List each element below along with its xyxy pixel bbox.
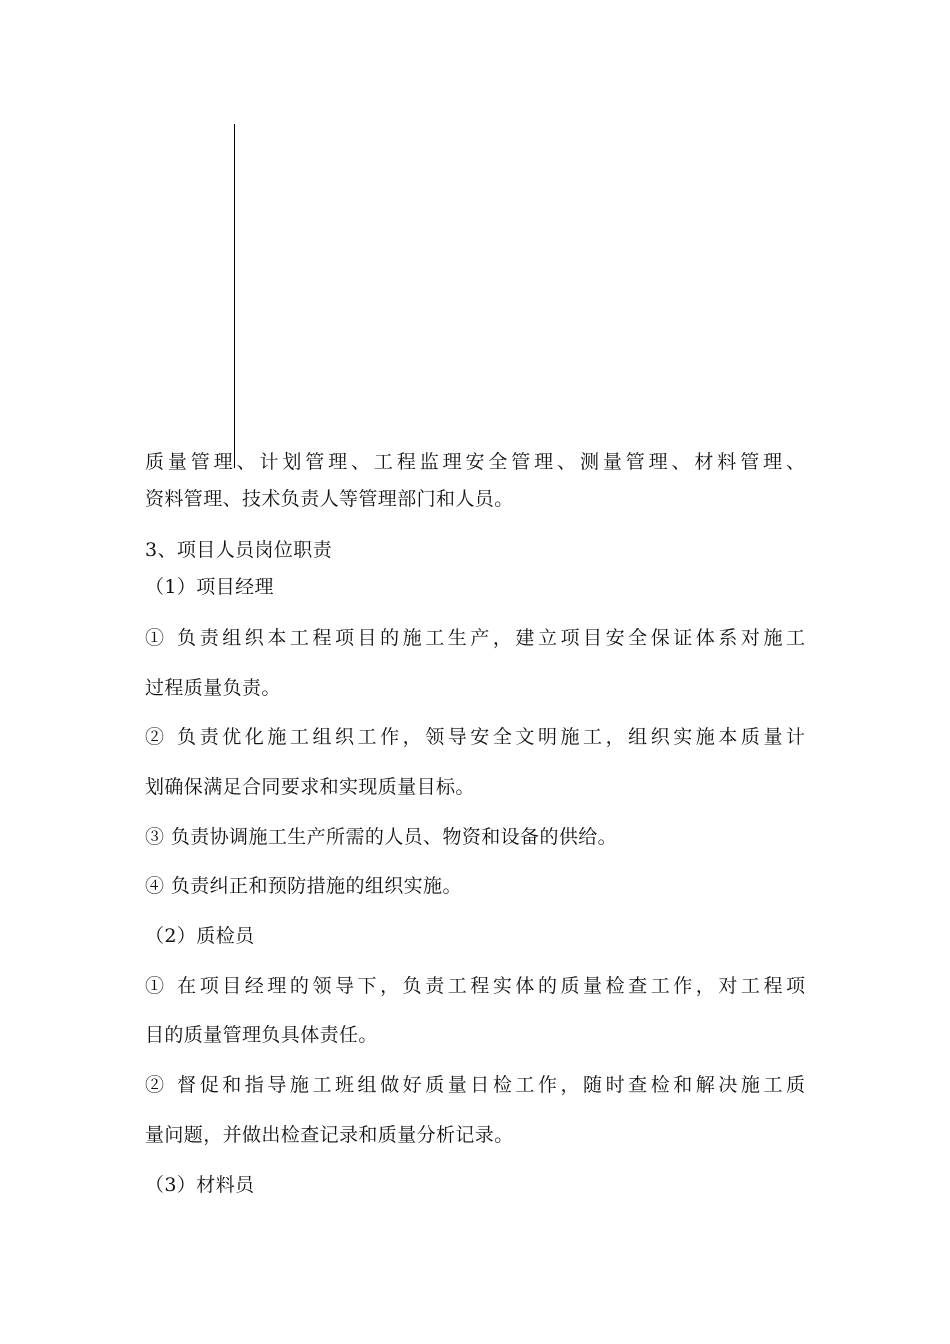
section-heading: 3、项目人员岗位职责 — [145, 539, 333, 561]
subsection-heading-quality-inspector: （2）质检员 — [145, 925, 255, 947]
text-line-12: ① 在项目经理的领导下，负责工程实体的质量检查工作，对工程项 — [145, 975, 805, 997]
text-line-10: ④ 负责纠正和预防措施的组织实施。 — [145, 875, 462, 897]
text-line-13: 目的质量管理负具体责任。 — [145, 1024, 378, 1046]
text-line-8: 划确保满足合同要求和实现质量目标。 — [145, 776, 475, 798]
text-line-1: 质量管理、计划管理、工程监理安全管理、测量管理、材料管理、 — [145, 451, 805, 473]
subsection-heading-project-manager: （1）项目经理 — [145, 576, 274, 598]
text-line-15: 量问题，并做出检查记录和质量分析记录。 — [145, 1124, 514, 1146]
text-line-6: 过程质量负责。 — [145, 677, 281, 699]
vertical-rule — [234, 124, 235, 468]
text-line-2: 资料管理、技术负责人等管理部门和人员。 — [145, 488, 514, 510]
text-line-14: ② 督促和指导施工班组做好质量日检工作，随时查检和解决施工质 — [145, 1074, 805, 1096]
subsection-heading-materials-officer: （3）材料员 — [145, 1174, 255, 1196]
text-line-5: ① 负责组织本工程项目的施工生产，建立项目安全保证体系对施工 — [145, 627, 805, 649]
text-line-9: ③ 负责协调施工生产所需的人员、物资和设备的供给。 — [145, 826, 618, 848]
text-line-7: ② 负责优化施工组织工作，领导安全文明施工，组织实施本质量计 — [145, 726, 805, 748]
